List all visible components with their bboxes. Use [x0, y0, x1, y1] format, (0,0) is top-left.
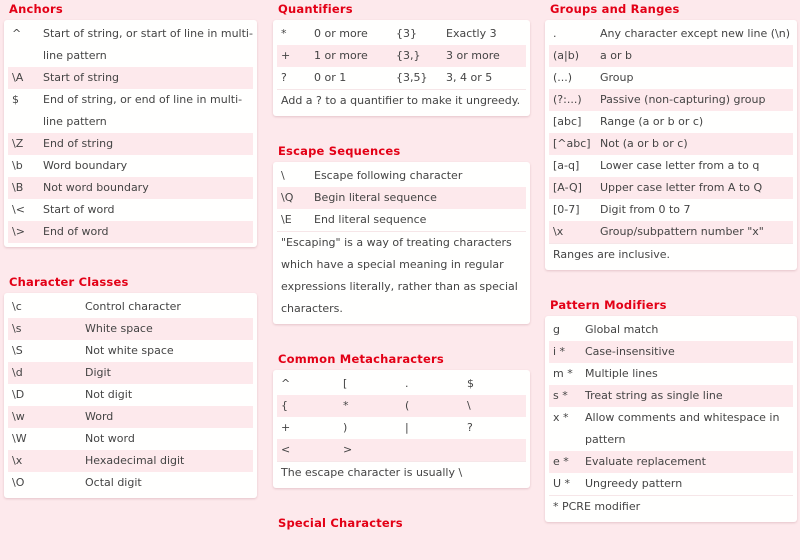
row-desc: Global match — [585, 323, 659, 336]
row-key: [A-Q] — [553, 181, 582, 194]
row-desc: Word — [85, 410, 114, 423]
metachar: * — [343, 399, 349, 412]
row-key: \w — [12, 410, 25, 423]
row-desc: Octal digit — [85, 476, 142, 489]
row-desc: Exactly 3 — [446, 27, 497, 40]
row-key: g — [553, 323, 560, 336]
section-character-classes — [4, 273, 257, 498]
table-row — [549, 407, 793, 451]
row-desc: Lower case letter from a to q — [600, 159, 760, 172]
table-row — [549, 199, 793, 221]
row-key: s * — [553, 389, 568, 402]
row-desc: Group — [600, 71, 634, 84]
row-desc: Range (a or b or c) — [600, 115, 704, 128]
section-groups-and-ranges — [545, 0, 797, 270]
section-title: Anchors — [9, 2, 63, 16]
metachar: [ — [343, 377, 348, 390]
table-row — [8, 296, 253, 318]
escape-sequences-table — [273, 162, 530, 324]
table-row — [277, 209, 526, 231]
metachar: + — [281, 421, 291, 434]
character-classes-table — [4, 293, 257, 498]
table-row — [549, 451, 793, 473]
table-row — [549, 89, 793, 111]
row-desc: Hexadecimal digit — [85, 454, 185, 467]
row-desc: Upper case letter from A to Q — [600, 181, 763, 194]
row-key: {3,5} — [396, 71, 428, 84]
section-title: Groups and Ranges — [550, 2, 680, 16]
row-key: . — [553, 27, 557, 40]
table-row — [8, 89, 253, 133]
table-row — [277, 187, 526, 209]
row-desc: 0 or more — [314, 27, 368, 40]
row-key: e * — [553, 455, 569, 468]
table-row — [8, 177, 253, 199]
row-key: \S — [12, 344, 23, 357]
row-key: \B — [12, 181, 24, 194]
column-1 — [4, 0, 257, 524]
row-key: \ — [281, 169, 285, 182]
table-row — [8, 384, 253, 406]
section-title: Quantifiers — [278, 2, 353, 16]
row-desc: White space — [85, 322, 153, 335]
row-key: [0-7] — [553, 203, 580, 216]
row-desc: Control character — [85, 300, 181, 313]
row-desc: End of word — [43, 225, 109, 238]
section-title: Common Metacharacters — [278, 352, 444, 366]
section-special-characters — [273, 514, 530, 534]
table-row — [8, 450, 253, 472]
table-row — [277, 45, 526, 67]
groups-table — [545, 20, 797, 270]
row-desc: Start of string, or start of line in multi-line pattern — [43, 27, 253, 62]
table-row — [8, 340, 253, 362]
row-key: m * — [553, 367, 573, 380]
row-key: \x — [553, 225, 564, 238]
table-row — [549, 177, 793, 199]
metachar: \ — [467, 399, 471, 412]
metacharacters-table — [273, 370, 530, 488]
row-key: ^ — [12, 27, 22, 40]
column-3 — [545, 0, 797, 548]
row-key: \b — [12, 159, 23, 172]
table-row — [549, 341, 793, 363]
metacharacters-note: The escape character is usually \ — [277, 461, 526, 484]
row-desc: Digit — [85, 366, 111, 379]
table-row — [277, 23, 526, 45]
row-key: [^abc] — [553, 137, 591, 150]
row-key: (a|b) — [553, 49, 580, 62]
row-key: [a-q] — [553, 159, 580, 172]
anchors-table — [4, 20, 257, 247]
table-row — [8, 318, 253, 340]
table-row — [8, 406, 253, 428]
table-row — [8, 155, 253, 177]
row-desc: End of string — [43, 137, 114, 150]
table-row — [549, 133, 793, 155]
row-key: \Q — [281, 191, 294, 204]
row-key: \c — [12, 300, 22, 313]
row-desc: Digit from 0 to 7 — [600, 203, 691, 216]
row-key: \< — [12, 203, 25, 216]
row-key: + — [281, 49, 291, 62]
table-row — [277, 395, 526, 417]
table-row — [8, 428, 253, 450]
row-key: {3,} — [396, 49, 421, 62]
row-key: $ — [12, 93, 19, 106]
table-row — [8, 362, 253, 384]
row-key: \x — [12, 454, 23, 467]
table-row — [549, 45, 793, 67]
row-key: \O — [12, 476, 25, 489]
row-desc: 1 or more — [314, 49, 368, 62]
row-desc: Escape following character — [314, 169, 463, 182]
table-row — [8, 23, 253, 67]
section-common-metacharacters — [273, 350, 530, 488]
section-pattern-modifiers — [545, 296, 797, 522]
row-desc: Any character except new line (\n) — [600, 27, 791, 40]
row-desc: Start of word — [43, 203, 115, 216]
row-desc: Begin literal sequence — [314, 191, 437, 204]
row-key: (?:...) — [553, 93, 582, 106]
table-row — [549, 221, 793, 243]
table-row — [549, 23, 793, 45]
quantifiers-table — [273, 20, 530, 116]
metachar: > — [343, 443, 353, 456]
table-row — [8, 472, 253, 494]
row-desc: Treat string as single line — [585, 389, 723, 402]
table-row — [8, 221, 253, 243]
row-desc: Not word boundary — [43, 181, 149, 194]
table-row — [549, 67, 793, 89]
row-desc: 3, 4 or 5 — [446, 71, 493, 84]
row-key: \E — [281, 213, 292, 226]
row-key: \d — [12, 366, 23, 379]
row-desc: Word boundary — [43, 159, 128, 172]
row-desc: a or b — [600, 49, 632, 62]
row-desc: Start of string — [43, 71, 120, 84]
row-desc: Not digit — [85, 388, 133, 401]
table-row — [277, 67, 526, 89]
row-desc: Multiple lines — [585, 367, 658, 380]
metachar: ( — [405, 399, 410, 412]
table-row — [8, 199, 253, 221]
section-anchors — [4, 0, 257, 247]
table-row — [8, 67, 253, 89]
metachar: | — [405, 421, 409, 434]
metachar: ? — [467, 421, 473, 434]
metachar — [467, 439, 529, 461]
metachar: < — [281, 443, 291, 456]
row-desc: Passive (non-capturing) group — [600, 93, 766, 106]
row-key: \A — [12, 71, 24, 84]
row-key: x * — [553, 411, 569, 424]
groups-note: Ranges are inclusive. — [549, 243, 793, 266]
section-title: Escape Sequences — [278, 144, 401, 158]
row-key: * — [281, 27, 287, 40]
row-desc: Ungreedy pattern — [585, 477, 683, 490]
row-desc: Not (a or b or c) — [600, 137, 688, 150]
row-desc: Allow comments and whitespace in pattern — [585, 411, 780, 446]
table-row — [549, 111, 793, 133]
row-desc: Case-insensitive — [585, 345, 675, 358]
row-key: {3} — [396, 27, 417, 40]
row-key: ? — [281, 71, 287, 84]
table-row — [549, 363, 793, 385]
row-key: \Z — [12, 137, 24, 150]
quantifiers-note: Add a ? to a quantifier to make it ungreedy. — [277, 89, 526, 112]
metachar: ) — [343, 421, 348, 434]
table-row — [277, 165, 526, 187]
section-title: Character Classes — [9, 275, 129, 289]
section-title: Special Characters — [278, 516, 403, 530]
row-desc: Not word — [85, 432, 135, 445]
section-title: Pattern Modifiers — [550, 298, 667, 312]
row-desc: Not white space — [85, 344, 174, 357]
row-key: (...) — [553, 71, 573, 84]
section-escape-sequences — [273, 142, 530, 324]
metachar: . — [405, 377, 409, 390]
table-row — [549, 319, 793, 341]
metachar: $ — [467, 377, 474, 390]
table-row — [277, 417, 526, 439]
row-key: [abc] — [553, 115, 582, 128]
table-row — [549, 385, 793, 407]
row-desc: End of string, or end of line in multi-line pattern — [43, 93, 243, 128]
pattern-modifiers-note: * PCRE modifier — [549, 495, 793, 518]
metachar: ^ — [281, 377, 291, 390]
section-quantifiers — [273, 0, 530, 116]
row-key: \W — [12, 432, 27, 445]
pattern-modifiers-table — [545, 316, 797, 522]
row-key: \> — [12, 225, 25, 238]
row-desc: 0 or 1 — [314, 71, 347, 84]
row-key: \s — [12, 322, 22, 335]
row-desc: Evaluate replacement — [585, 455, 706, 468]
row-key: U * — [553, 477, 571, 490]
table-row — [549, 155, 793, 177]
table-row — [8, 133, 253, 155]
row-desc: Group/subpattern number "x" — [600, 225, 764, 238]
column-2 — [273, 0, 530, 560]
table-row — [549, 473, 793, 495]
escape-sequences-note: "Escaping" is a way of treating characters which have a special meaning in regular expressions literally, rather than as special characters. — [277, 231, 526, 320]
table-row — [277, 439, 526, 461]
table-row — [277, 373, 526, 395]
row-desc: End literal sequence — [314, 213, 427, 226]
row-key: \D — [12, 388, 25, 401]
row-key: i * — [553, 345, 566, 358]
metachar: { — [281, 399, 288, 412]
metachar — [405, 439, 467, 461]
row-desc: 3 or more — [446, 49, 500, 62]
